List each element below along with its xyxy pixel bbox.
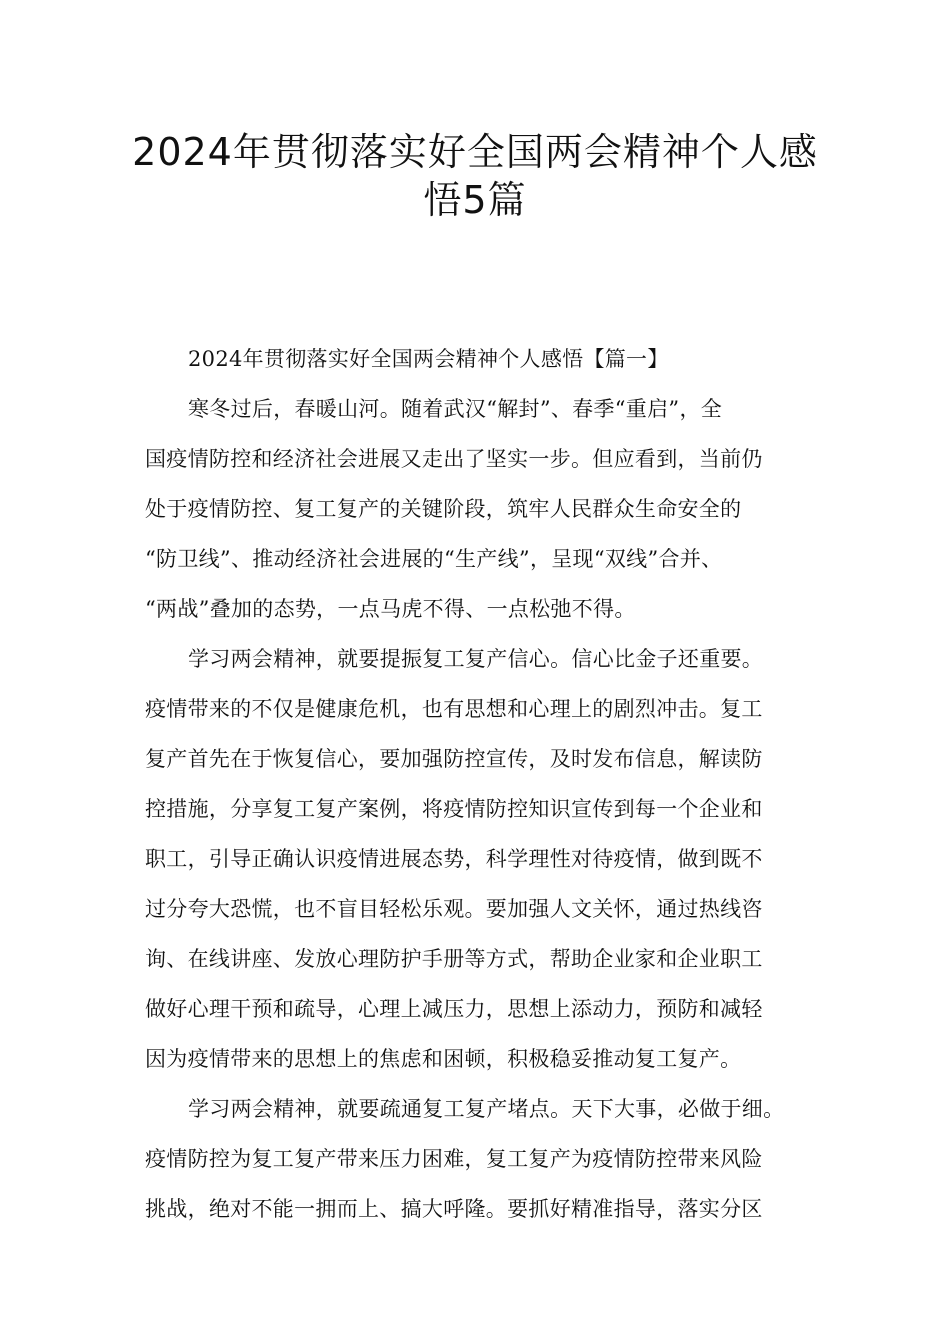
document-title [0, 128, 950, 224]
paragraph-2 [145, 634, 815, 1084]
paragraph-line: 寒冬过后，春暖山河。随着武汉“解封”、春季“重启”，全 [188, 397, 723, 421]
paragraph-3 [145, 1084, 815, 1234]
paragraph-line: 询、在线讲座、发放心理防护手册等方式，帮助企业家和企业职工 [145, 947, 763, 971]
paragraph-line: 挑战，绝对不能一拥而上、搞大呼隆。要抓好精准指导，落实分区 [145, 1197, 763, 1221]
paragraph-1 [145, 384, 815, 634]
paragraph-line: 控措施，分享复工复产案例，将疫情防控知识宣传到每一个企业和 [145, 797, 763, 821]
paragraph-line: 因为疫情带来的思想上的焦虑和困顿，积极稳妥推动复工复产。 [145, 1047, 742, 1071]
title-line-1: 2024年贯彻落实好全国两会精神个人感 [132, 130, 818, 174]
paragraph-line: “防卫线”、推动经济社会进展的“生产线”，呈现“双线”合并、 [145, 547, 723, 571]
paragraph-line: 处于疫情防控、复工复产的关键阶段，筑牢人民群众生命安全的 [145, 497, 742, 521]
paragraph-line: 复产首先在于恢复信心，要加强防控宣传，及时发布信息，解读防 [145, 747, 763, 771]
paragraph-line: “两战”叠加的态势，一点马虎不得、一点松弛不得。 [145, 597, 636, 621]
paragraph-line: 职工，引导正确认识疫情进展态势，科学理性对待疫情，做到既不 [145, 847, 763, 871]
paragraph-line: 疫情带来的不仅是健康危机，也有思想和心理上的剧烈冲击。复工 [145, 697, 763, 721]
section-heading: 2024年贯彻落实好全国两会精神个人感悟【篇一】 [188, 347, 669, 371]
paragraph-line: 做好心理干预和疏导，心理上减压力，思想上添动力，预防和减轻 [145, 997, 763, 1021]
title-line-2: 悟5篇 [423, 178, 527, 222]
paragraph-line: 过分夸大恐慌，也不盲目轻松乐观。要加强人文关怀，通过热线咨 [145, 897, 763, 921]
paragraph-line: 疫情防控为复工复产带来压力困难，复工复产为疫情防控带来风险 [145, 1147, 763, 1171]
paragraph-line: 国疫情防控和经济社会进展又走出了坚实一步。但应看到，当前仍 [145, 447, 763, 471]
paragraph-line: 学习两会精神，就要提振复工复产信心。信心比金子还重要。 [188, 647, 764, 671]
paragraph-line: 学习两会精神，就要疏通复工复产堵点。天下大事，必做于细。 [188, 1097, 785, 1121]
document-body [145, 334, 815, 1234]
